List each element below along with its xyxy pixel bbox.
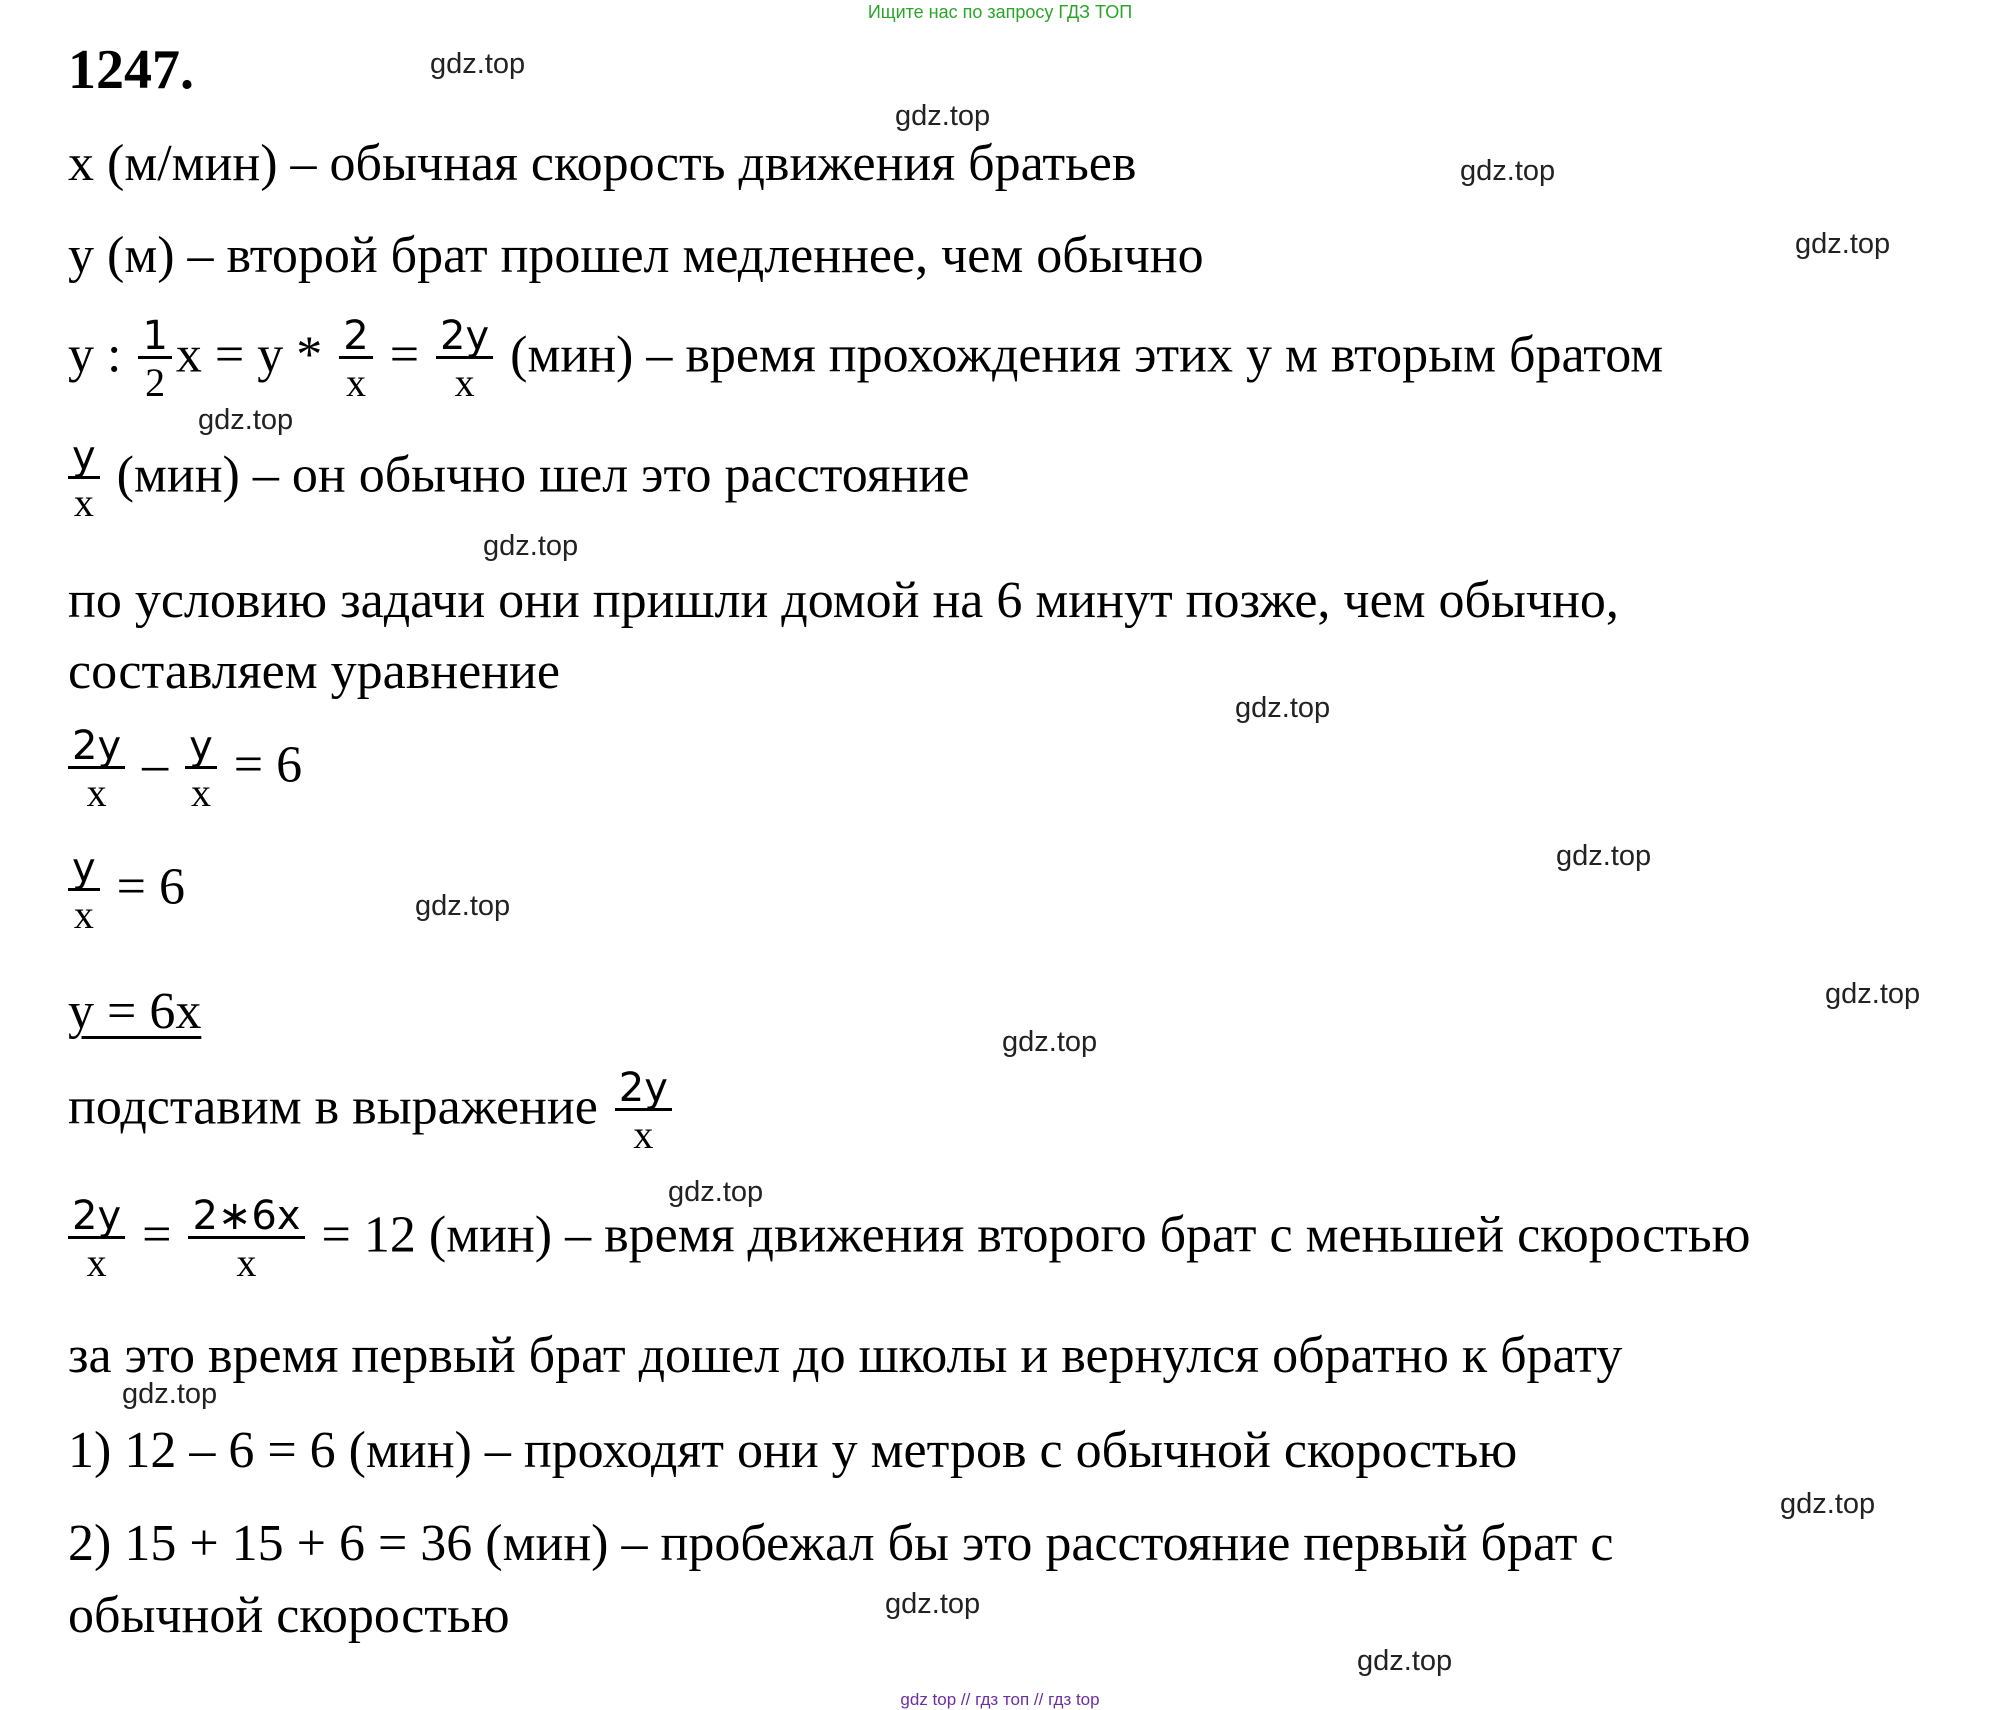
line-3-start: y :: [68, 326, 122, 384]
line-5: по условию задачи они пришли домой на 6 минут позже, чем обычно,: [68, 572, 1619, 629]
fraction-num: y: [68, 848, 100, 891]
fraction-y-x: [68, 845, 100, 937]
top-banner: Ищите нас по запросу ГДЗ ТОП: [867, 2, 1133, 22]
line-3-x: x = y *: [175, 326, 323, 384]
watermark: gdz.top: [1556, 840, 1652, 872]
fraction-num: 2y: [615, 1068, 672, 1111]
line-8: [68, 1193, 1751, 1285]
eq2-end: = 6: [116, 858, 185, 916]
line-4-end: (мин) – он обычно шел это расстояние: [116, 446, 970, 504]
fraction-den: x: [454, 360, 475, 405]
fraction-num: y: [68, 436, 100, 479]
watermark: gdz.top: [430, 48, 526, 80]
line-10: 1) 12 – 6 = 6 (мин) – проходят они y метров с обычной скоростью: [68, 1422, 1518, 1479]
fraction-two-y-x: [436, 313, 493, 405]
fraction-two-y-x: [68, 723, 125, 815]
watermark: gdz.top: [1460, 155, 1556, 187]
equation-2: [68, 845, 185, 937]
watermark: gdz.top: [1002, 1026, 1098, 1058]
fraction-two-y-x: [68, 1193, 125, 1285]
equation-1: [68, 723, 303, 815]
line-8-eq: =: [142, 1206, 172, 1264]
fraction-den: x: [236, 1240, 257, 1285]
eq1-minus: –: [142, 736, 169, 794]
watermark: gdz.top: [1795, 228, 1891, 260]
fraction-den: x: [86, 770, 107, 815]
watermark: gdz.top: [122, 1378, 218, 1410]
fraction-y-x: [185, 723, 217, 815]
equation-3-result: y = 6x: [68, 983, 202, 1040]
fraction-den: x: [73, 480, 94, 525]
fraction-den: x: [73, 892, 94, 937]
line-8-end: = 12 (мин) – время движения второго брат с меньшей скоростью: [321, 1206, 1751, 1264]
fraction-den: x: [86, 1240, 107, 1285]
fraction-num: 2∗6x: [188, 1196, 304, 1239]
fraction-num: y: [185, 726, 217, 769]
line-2: y (м) – второй брат прошел медленнее, чем обычно: [68, 227, 1204, 284]
fraction-den: x: [190, 770, 211, 815]
line-1: x (м/мин) – обычная скорость движения братьев: [68, 135, 1137, 192]
fraction-den: x: [345, 360, 366, 405]
watermark: gdz.top: [1825, 978, 1921, 1010]
line-6: составляем уравнение: [68, 643, 560, 700]
fraction-num: 1: [138, 316, 171, 359]
line-3: [68, 313, 1664, 405]
fraction-two-x: [339, 313, 372, 405]
fraction-num: 2: [339, 316, 372, 359]
eq1-end: = 6: [233, 736, 303, 794]
line-12: обычной скоростью: [68, 1587, 510, 1644]
fraction-den: x: [633, 1112, 654, 1157]
line-7: [68, 1065, 676, 1157]
watermark: gdz.top: [895, 100, 991, 132]
fraction-num: 2y: [68, 1196, 125, 1239]
watermark: gdz.top: [885, 1588, 981, 1620]
watermark: gdz.top: [198, 404, 294, 436]
watermark: gdz.top: [1780, 1488, 1876, 1520]
fraction-y-x: [68, 433, 100, 525]
line-3-eq: =: [389, 326, 420, 384]
watermark: gdz.top: [1357, 1645, 1453, 1677]
watermark: gdz.top: [668, 1176, 764, 1208]
fraction-two-6x-x: [188, 1193, 304, 1285]
watermark: gdz.top: [483, 530, 579, 562]
footer-links: gdz top // гдз топ // гдз top: [900, 1690, 1100, 1709]
line-4: [68, 433, 970, 525]
fraction-half: [138, 313, 171, 405]
line-9: за это время первый брат дошел до школы и вернулся обратно к брату: [68, 1327, 1623, 1384]
line-3-end: (мин) – время прохождения этих y м вторым братом: [510, 326, 1664, 384]
fraction-den: 2: [145, 360, 166, 405]
fraction-num: 2y: [436, 316, 493, 359]
line-11: 2) 15 + 15 + 6 = 36 (мин) – пробежал бы это расстояние первый брат с: [68, 1515, 1614, 1572]
watermark: gdz.top: [1235, 692, 1331, 724]
problem-number: 1247.: [68, 39, 194, 101]
fraction-num: 2y: [68, 726, 125, 769]
line-7-text: подставим в выражение: [68, 1078, 598, 1136]
fraction-two-y-x: [615, 1065, 672, 1157]
watermark: gdz.top: [415, 890, 511, 922]
